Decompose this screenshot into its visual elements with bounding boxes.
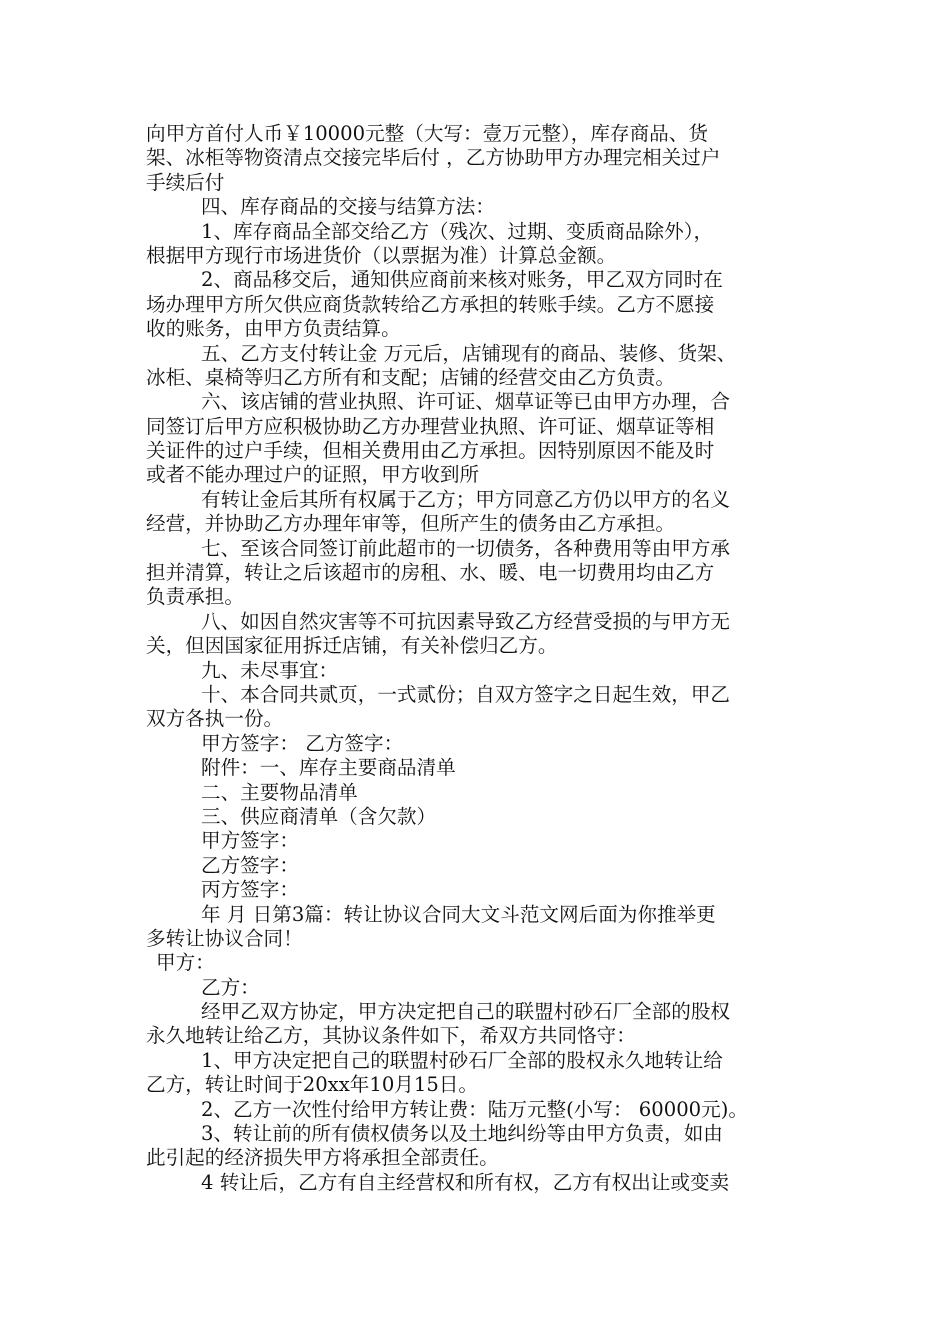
text-line: 九、未尽事宜： bbox=[201, 658, 339, 682]
text-line: 关证件的过户手续，但相关费用由乙方承担。因特别原因不能及时 bbox=[146, 439, 715, 463]
text-line: 经营，并协助乙方办理年审等，但所产生的债务由乙方承担。 bbox=[146, 512, 676, 536]
text-line: 同签订后甲方应积极协助乙方办理营业执照、许可证、烟草证等相 bbox=[146, 414, 715, 438]
text-line: 架、冰柜等物资清点交接完毕后付 ，乙方协助甲方办理完相关过户 bbox=[146, 146, 721, 170]
text-line: 双方各执一份。 bbox=[146, 707, 284, 731]
text-line: 有转让金后其所有权属于乙方；甲方同意乙方仍以甲方的名义 bbox=[201, 487, 731, 511]
text-line: 多转让协议合同！ bbox=[146, 926, 303, 950]
text-line: 或者不能办理过户的证照，甲方收到所 bbox=[146, 463, 480, 487]
text-line: 十、本合同共贰页，一式贰份；自双方签字之日起生效，甲乙 bbox=[201, 682, 731, 706]
text-line: 乙方，转让时间于20xx年10月15日。 bbox=[146, 1073, 479, 1097]
text-line: 二、主要物品清单 bbox=[201, 780, 358, 804]
text-line: 3、转让前的所有债权债务以及土地纠纷等由甲方负责，如由 bbox=[201, 1122, 723, 1146]
text-line: 2、商品移交后，通知供应商前来核对账务，甲乙双方同时在 bbox=[201, 268, 723, 292]
text-line: 1、甲方决定把自己的联盟村砂石厂全部的股权永久地转让给 bbox=[201, 1048, 723, 1072]
text-line: 负责承担。 bbox=[146, 585, 244, 609]
text-line: 附件：一、库存主要商品清单 bbox=[201, 756, 456, 780]
text-line: 三、供应商清单（含欠款） bbox=[201, 804, 437, 828]
text-line: 甲方签字： bbox=[201, 829, 299, 853]
text-line: 七、至该合同签订前此超市的一切债务，各种费用等由甲方承 bbox=[201, 536, 731, 560]
text-line: 五、乙方支付转让金 万元后，店铺现有的商品、装修、货架、 bbox=[201, 341, 737, 365]
text-line: 手续后付 bbox=[146, 170, 225, 194]
text-line: 甲方： bbox=[156, 951, 215, 975]
document-body bbox=[146, 122, 810, 1195]
text-line: 4 转让后，乙方有自主经营权和所有权，乙方有权出让或变卖 bbox=[201, 1170, 730, 1194]
text-line: 四、库存商品的交接与结算方法： bbox=[201, 195, 495, 219]
text-line: 六、该店铺的营业执照、许可证、烟草证等已由甲方办理，合 bbox=[201, 390, 731, 414]
text-line: 场办理甲方所欠供应商货款转给乙方承担的转账手续。乙方不愿接 bbox=[146, 292, 715, 316]
text-line: 担并清算，转让之后该超市的房租、水、暖、电一切费用均由乙方 bbox=[146, 561, 715, 585]
text-line: 经甲乙双方协定，甲方决定把自己的联盟村砂石厂全部的股权 bbox=[201, 1000, 731, 1024]
text-line: 乙方签字： bbox=[201, 853, 299, 877]
text-line: 2、乙方一次性付给甲方转让费：陆万元整(小写： 60000元)。 bbox=[201, 1097, 748, 1121]
text-line: 永久地转让给乙方，其协议条件如下，希双方共同恪守： bbox=[146, 1024, 636, 1048]
text-line: 此引起的经济损失甲方将承担全部责任。 bbox=[146, 1146, 499, 1170]
text-line: 丙方签字： bbox=[201, 878, 299, 902]
text-line: 根据甲方现行市场进货价（以票据为准）计算总金额。 bbox=[146, 243, 617, 267]
text-line: 关，但因国家征用拆迁店铺，有关补偿归乙方。 bbox=[146, 634, 558, 658]
text-line: 乙方： bbox=[201, 975, 260, 999]
text-line: 收的账务，由甲方负责结算。 bbox=[146, 317, 401, 341]
text-line: 甲方签字： 乙方签字： bbox=[201, 731, 404, 755]
text-line: 冰柜、桌椅等归乙方所有和支配；店铺的经营交由乙方负责。 bbox=[146, 365, 676, 389]
text-line: 向甲方首付人币￥10000元整（大写：壹万元整），库存商品、货 bbox=[146, 122, 708, 145]
text-line: 1、库存商品全部交给乙方（残次、过期、变质商品除外）， bbox=[201, 219, 714, 243]
text-line: 八、如因自然灾害等不可抗因素导致乙方经营受损的与甲方无 bbox=[201, 609, 731, 633]
text-line: 年 月 日第3篇：转让协议合同大文斗范文网后面为你推举更 bbox=[201, 902, 716, 926]
